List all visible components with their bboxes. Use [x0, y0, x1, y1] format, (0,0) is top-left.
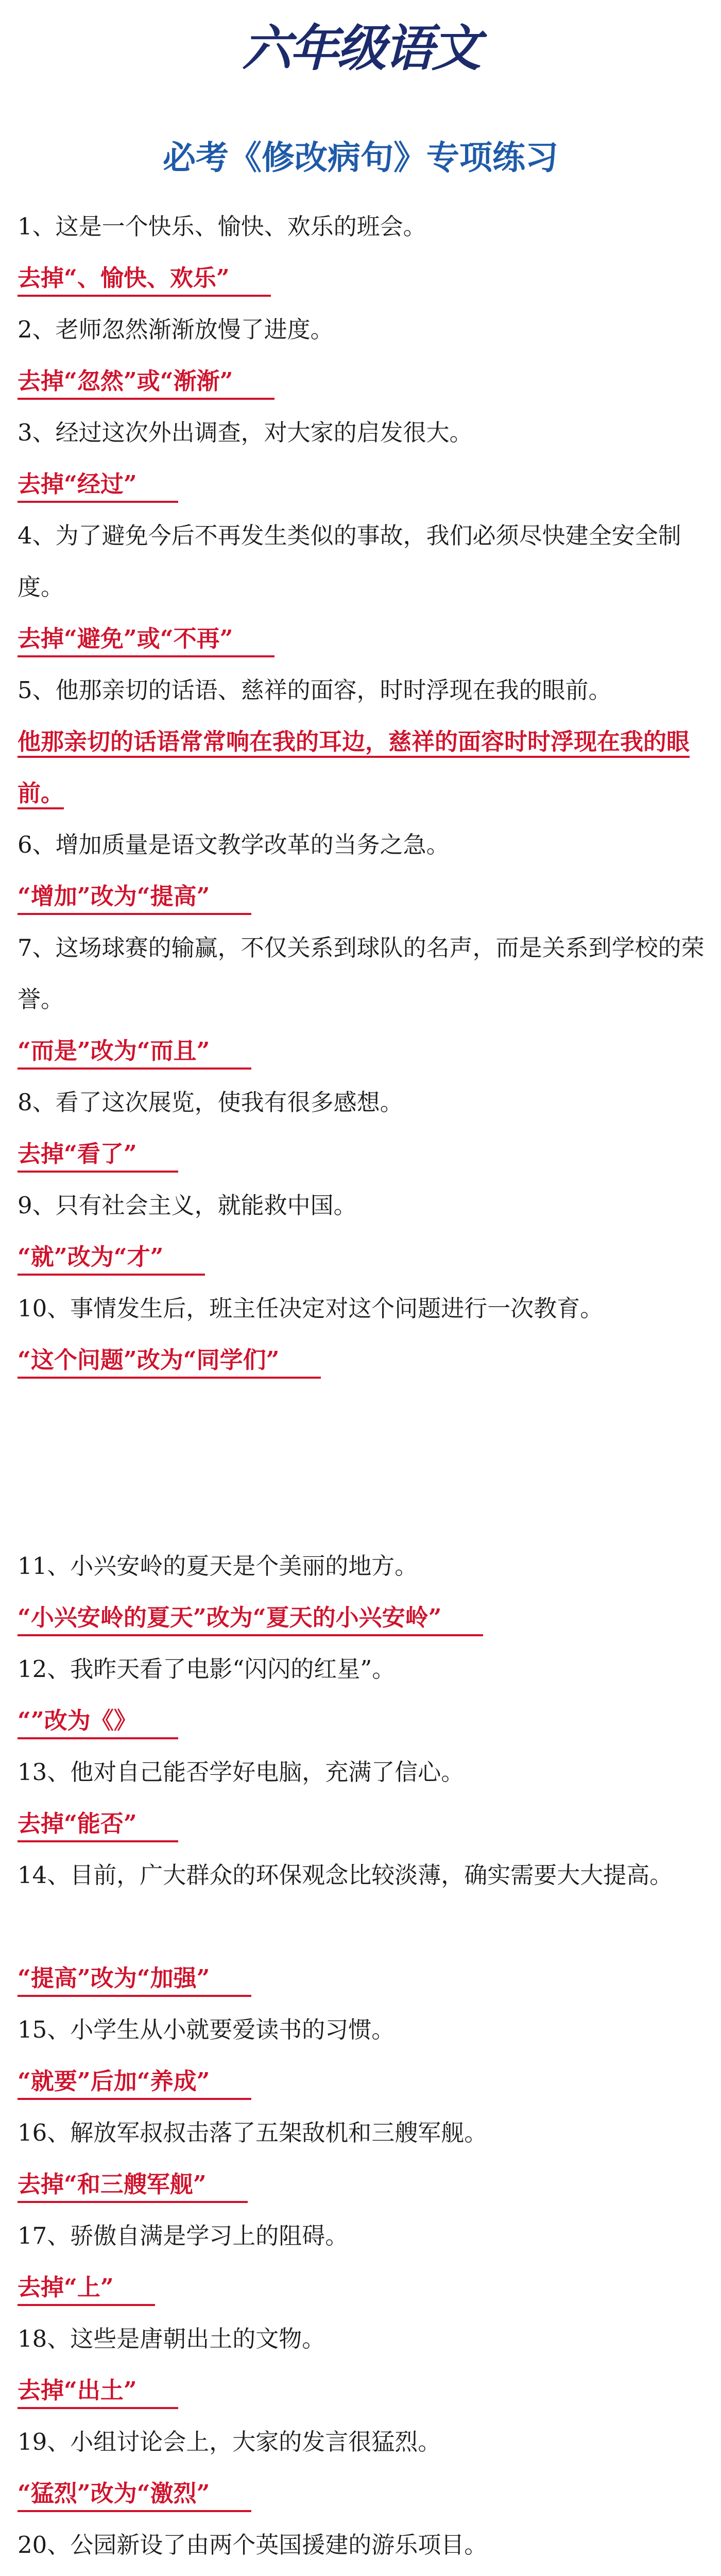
page-title: 必考《修改病句》专项练习 [163, 139, 558, 177]
answer-text: “”改为《》 [18, 1704, 178, 1739]
answer-text: 去掉“和三艘军舰” [18, 2168, 248, 2203]
question-text: 11、小兴安岭的夏天是个美丽的地方。 [18, 1552, 418, 1580]
answer-row [0, 1695, 721, 1747]
answer-row [0, 2571, 721, 2576]
answer-text: “小兴安岭的夏天”改为“夏天的小兴安岭” [18, 1601, 483, 1636]
answer-text: 去掉“忽然”或“渐渐” [18, 365, 274, 400]
answer-text: 去掉“上” [18, 2271, 155, 2306]
answer-row [0, 716, 721, 819]
question-text: 14、目前，广大群众的环保观念比较淡薄，确实需要大大提高。 [18, 1861, 673, 1889]
answer-row [0, 252, 721, 304]
answer-row [0, 1953, 721, 2004]
question-text: 9、只有社会主义，就能救中国。 [18, 1192, 357, 1219]
answer-text: 他那亲切的话语常常响在我的耳边，慈祥的面容时时浮现在我的眼前。 [18, 728, 690, 807]
question-text: 13、他对自己能否学好电脑，充满了信心。 [18, 1758, 465, 1786]
question-text: 17、骄傲自满是学习上的阻碍。 [18, 2222, 349, 2249]
answer-text: 去掉“避免”或“不再” [18, 622, 274, 657]
answer-text: “猛烈”改为“激烈” [18, 2477, 251, 2512]
answer-text: 去掉“能否” [18, 1807, 178, 1842]
answer-row [0, 871, 721, 922]
answer-row [0, 2056, 721, 2107]
question-text: 16、解放军叔叔击落了五架敌机和三艘军舰。 [18, 2119, 488, 2146]
answer-row [0, 1334, 721, 1386]
answer-row [0, 1128, 721, 1180]
answer-row [0, 2365, 721, 2416]
question-text: 4、为了避免今后不再发生类似的事故，我们必须尽快建全安全制度。 [18, 522, 681, 601]
answer-text: 去掉“、愉快、欢乐” [18, 262, 271, 297]
answer-row [0, 1592, 721, 1643]
question-text: 10、事情发生后，班主任决定对这个问题进行一次教育。 [18, 1295, 604, 1322]
question-text: 19、小组讨论会上，大家的发言很猛烈。 [18, 2428, 441, 2455]
section-gap [0, 1386, 721, 1540]
question-text: 5、他那亲切的话语、慈祥的面容，时时浮现在我的眼前。 [18, 676, 612, 704]
answer-text: “就”改为“才” [18, 1241, 205, 1276]
question-text: 15、小学生从小就要爱读书的习惯。 [18, 2016, 395, 2043]
answer-row [0, 1231, 721, 1283]
question-text: 2、老师忽然渐渐放慢了进度。 [18, 316, 334, 343]
answer-text: 去掉“出土” [18, 2374, 178, 2409]
answer-row [0, 1798, 721, 1850]
question-text: 6、增加质量是语文教学改革的当务之急。 [18, 831, 450, 858]
answer-text: “而是”改为“而且” [18, 1035, 251, 1070]
logo: 六年级语文 [242, 20, 479, 77]
exercise-list [0, 201, 721, 2576]
question-text: 18、这些是唐朝出土的文物。 [18, 2325, 325, 2352]
answer-text: 去掉“看了” [18, 1138, 178, 1173]
answer-row [0, 2468, 721, 2519]
question-text: 12、我昨天看了电影“闪闪的红星”。 [18, 1655, 396, 1683]
answer-text: “增加”改为“提高” [18, 880, 251, 915]
question-text: 1、这是一个快乐、愉快、欢乐的班会。 [18, 213, 426, 240]
answer-row [0, 459, 721, 510]
answer-text: “提高”改为“加强” [18, 1962, 251, 1997]
answer-text: 去掉“经过” [18, 468, 178, 503]
question-text: 3、经过这次外出调查，对大家的启发很大。 [18, 419, 473, 446]
answer-row [0, 355, 721, 407]
answer-text: “这个问题”改为“同学们” [18, 1344, 321, 1379]
answer-text: “就要”后加“养成” [18, 2065, 251, 2100]
question-text: 8、看了这次展览，使我有很多感想。 [18, 1089, 403, 1116]
answer-row [0, 2262, 721, 2313]
answer-row [0, 613, 721, 665]
answer-row [0, 2159, 721, 2210]
answer-row [0, 1025, 721, 1077]
question-text: 20、公园新设了由两个英国援建的游乐项目。 [18, 2531, 488, 2558]
question-text: 7、这场球赛的输赢，不仅关系到球队的名声，而是关系到学校的荣誉。 [18, 934, 705, 1013]
